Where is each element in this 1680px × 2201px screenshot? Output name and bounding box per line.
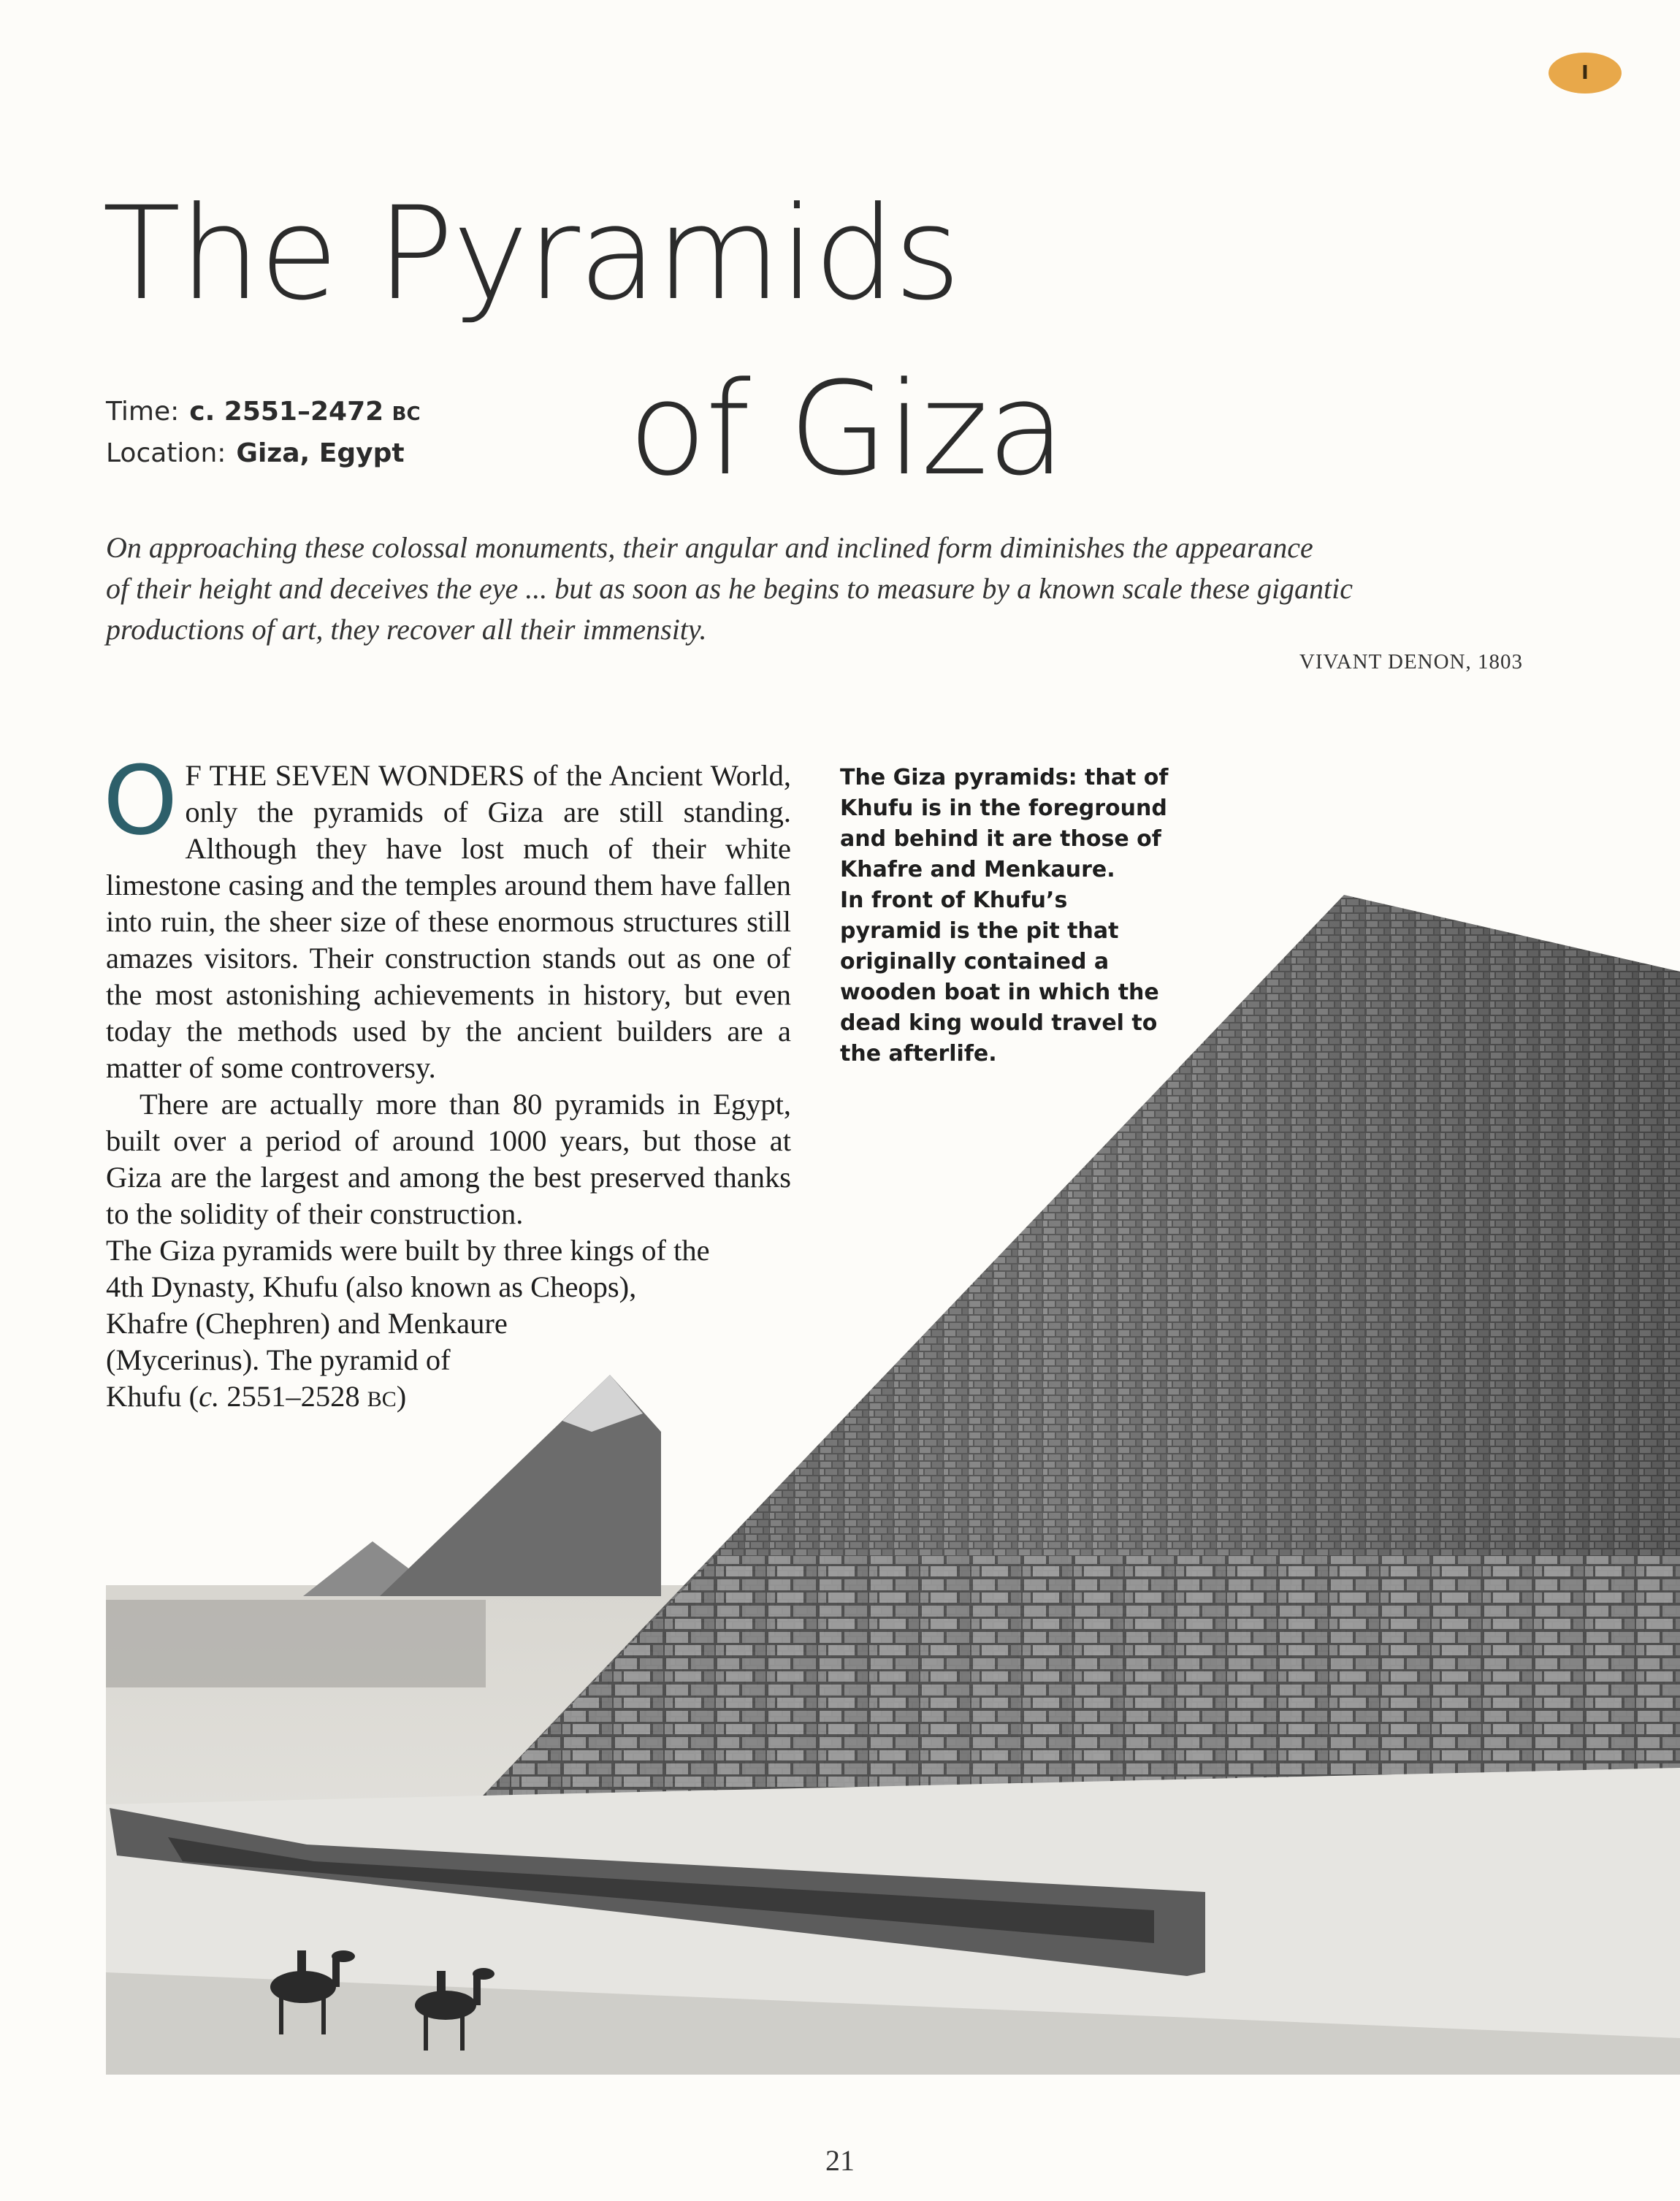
article-body bbox=[103, 745, 791, 1418]
caption-text: In front of Khufu’s pyramid is the pit that originally contained a wooden boat in which the dead king would travel to the afterlife. bbox=[840, 888, 1159, 1067]
line-e-dates: 2551–2528 bbox=[219, 1380, 367, 1413]
photo-caption bbox=[840, 763, 1169, 1069]
article-text: There are actually more than 80 pyramids in Egypt, built over a period of around 1000 years, but those at Giza are the largest and among the best preserved thanks to the solidity of their construction. bbox=[106, 1088, 791, 1230]
epigraph-line: productions of art, they recover all their immensity. bbox=[106, 613, 707, 646]
location-value: Giza, Egypt bbox=[236, 438, 405, 468]
line-e-era: BC bbox=[367, 1387, 397, 1411]
epigraph-line: of their height and deceives the eye ... but as soon as he begins to measure by a known scale these gigantic bbox=[106, 572, 1353, 605]
chapter-badge: I bbox=[1549, 53, 1622, 94]
drop-cap: O bbox=[103, 745, 178, 856]
page-title-line-2: of Giza bbox=[628, 354, 1065, 504]
page-title-line-1: The Pyramids bbox=[102, 179, 960, 329]
time-value: c. 2551–2472 bbox=[189, 397, 384, 427]
article-text: F THE SEVEN WONDERS of the Ancient World, only the pyramids of Giza are still standing. Although they have lost much of their white limestone casing and the temples around them have fallen into ruin, the sheer size of these enormous structures still amazes visitors. Their construction stands out as one of the most astonishing achievements in history, but even today the methods used by the ancient builders are a matter of some controversy. bbox=[106, 759, 791, 1084]
location-label: Location: bbox=[106, 438, 226, 468]
article-text-line bbox=[106, 1380, 406, 1413]
line-e-prefix: Khufu ( bbox=[106, 1380, 199, 1413]
line-e-circa: c. bbox=[199, 1380, 220, 1413]
epigraph-attribution: VIVANT DENON, 1803 bbox=[1299, 650, 1523, 674]
caption-text: The Giza pyramids: that of Khufu is in the foreground and behind it are those of Khafre and Menkaure. bbox=[840, 765, 1169, 882]
article-paragraph bbox=[103, 745, 791, 1086]
article-text-line: 4th Dynasty, Khufu (also known as Cheops), bbox=[106, 1270, 637, 1303]
article-paragraph-continued bbox=[106, 1232, 791, 1418]
epigraph-line: On approaching these colossal monuments, their angular and inclined form diminishes the appearance bbox=[106, 531, 1313, 564]
article-text-line: (Mycerinus). The pyramid of bbox=[106, 1343, 451, 1376]
temple-ruins bbox=[106, 1600, 486, 1687]
time-era: BC bbox=[392, 403, 421, 425]
time-label: Time: bbox=[106, 397, 180, 427]
page-number: 21 bbox=[825, 2144, 855, 2177]
article-paragraph bbox=[106, 1086, 791, 1232]
article-text-line: The Giza pyramids were built by three kings of the bbox=[106, 1234, 710, 1267]
article-text-line: Khafre (Chephren) and Menkaure bbox=[106, 1307, 508, 1340]
line-e-suffix: ) bbox=[396, 1380, 407, 1413]
